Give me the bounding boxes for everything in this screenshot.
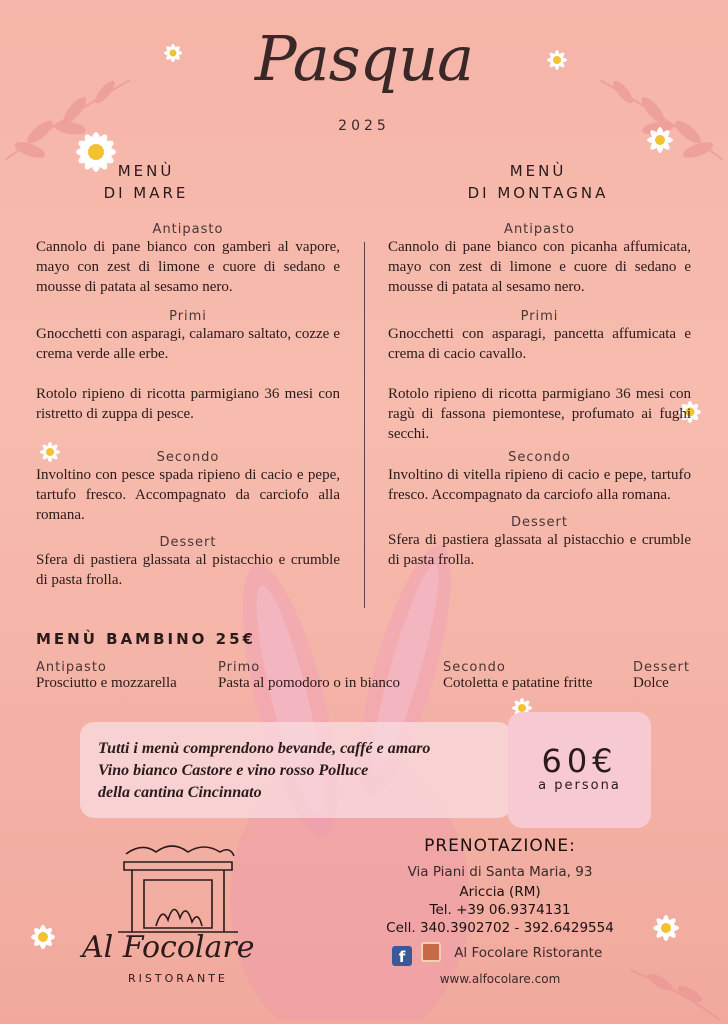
kids-item-value: Cotoletta e patatine fritte: [443, 675, 593, 691]
dish-text: Involtino con pesce spada ripieno di cacio e pepe, tartufo fresco. Accompagnato da carciofo alla romana.: [36, 467, 340, 523]
menu-title-line2: DI MONTAGNA: [467, 184, 609, 202]
menu-mare: [36, 160, 340, 204]
facebook-icon[interactable]: f: [392, 946, 412, 966]
dish-text: Rotolo ripieno di ricotta parmigiano 36 mesi con ragù di fassona piemontese, profumato ai fughi secchi.: [388, 386, 691, 442]
menu-title-line2: DI MARE: [103, 184, 189, 202]
leaf-branch-bottom-right-icon: [620, 960, 728, 1024]
social-row: [392, 942, 602, 966]
menu-title-line1: MENÙ: [117, 162, 175, 180]
dish-text: Gnocchetti con asparagi, pancetta affumicata e crema di cacio cavallo.: [388, 326, 691, 362]
dish-text: Rotolo ripieno di ricotta parmigiano 36 mesi con ristretto di zuppa di pesce.: [36, 386, 340, 422]
kids-item-label: Primo: [218, 660, 261, 675]
column-divider: [364, 242, 365, 608]
includes-line: Tutti i menù comprendono bevande, caffé e amaro: [98, 740, 431, 757]
booking-title: PRENOTAZIONE:: [424, 836, 576, 856]
course-label: Primi: [520, 309, 559, 324]
kids-item-primo: [218, 660, 400, 692]
booking-tel[interactable]: Tel. +39 06.9374131: [429, 902, 571, 918]
course-label: Antipasto: [152, 222, 224, 237]
course-label: Dessert: [159, 535, 217, 550]
price-amount: 60€: [541, 742, 618, 780]
website-link[interactable]: www.alfocolare.com: [439, 972, 561, 986]
includes-line: della cantina Cincinnato: [98, 784, 262, 801]
dish-text: Cannolo di pane bianco con gamberi al vapore, mayo con zest di limone e cuore di sedano e mousse di patata al sesamo nero.: [36, 239, 340, 295]
dish-text: Involtino di vitella ripieno di cacio e pepe, tartufo fresco. Accompagnato da carciofo alla romana.: [388, 467, 691, 503]
kids-menu-title: MENÙ BAMBINO 25€: [36, 630, 256, 648]
kids-item-label: Secondo: [443, 660, 506, 675]
dish-text: Cannolo di pane bianco con picanha affumicata, mayo con zest di limone e cuore di sedano e mousse di patata al sesamo nero.: [388, 239, 691, 295]
kids-item-label: Dessert: [633, 660, 690, 675]
menu-montagna: [428, 160, 648, 204]
dish-text: Sfera di pastiera glassata al pistacchio e crumble di pasta frolla.: [388, 532, 691, 568]
kids-item-value: Dolce: [633, 675, 669, 691]
booking-cell[interactable]: Cell. 340.3902702 - 392.6429554: [386, 920, 614, 936]
fireplace-logo-icon: [112, 840, 242, 936]
menu-montagna-body: [388, 222, 691, 570]
page-title: Pasqua: [254, 22, 474, 95]
dish-text: Sfera di pastiera glassata al pistacchio e crumble di pasta frolla.: [36, 552, 340, 588]
course-label: Dessert: [511, 515, 568, 530]
daisy-icon: [28, 922, 58, 952]
menu-mare-body: [36, 222, 340, 590]
kids-item-dessert: [633, 660, 690, 692]
course-label: Secondo: [156, 450, 220, 465]
course-label: Secondo: [508, 450, 571, 465]
kids-item-value: Prosciutto e mozzarella: [36, 675, 177, 691]
kids-item-secondo: [443, 660, 593, 692]
instagram-icon[interactable]: [421, 942, 441, 962]
logo-name: Al Focolare: [82, 930, 255, 965]
kids-item-value: Pasta al pomodoro o in bianco: [218, 675, 401, 691]
booking-city: Ariccia (RM): [459, 884, 541, 900]
includes-text: [98, 738, 430, 804]
price-per-person: a persona: [538, 778, 621, 793]
year-label: 2025: [338, 118, 390, 134]
course-label: Primi: [169, 309, 207, 324]
booking-address: Via Piani di Santa Maria, 93: [407, 864, 593, 880]
dish-text: Gnocchetti con asparagi, calamaro saltato, cozze e crema verde alle erbe.: [36, 326, 340, 362]
kids-item-label: Antipasto: [36, 660, 107, 675]
daisy-icon: [650, 912, 682, 944]
course-label: Antipasto: [504, 222, 575, 237]
logo-subtitle: RISTORANTE: [128, 972, 228, 985]
social-name[interactable]: Al Focolare Ristorante: [454, 945, 603, 961]
includes-line: Vino bianco Castore e vino rosso Polluce: [98, 762, 369, 779]
menu-title-line1: MENÙ: [509, 162, 567, 180]
kids-item-antipasto: [36, 660, 177, 692]
